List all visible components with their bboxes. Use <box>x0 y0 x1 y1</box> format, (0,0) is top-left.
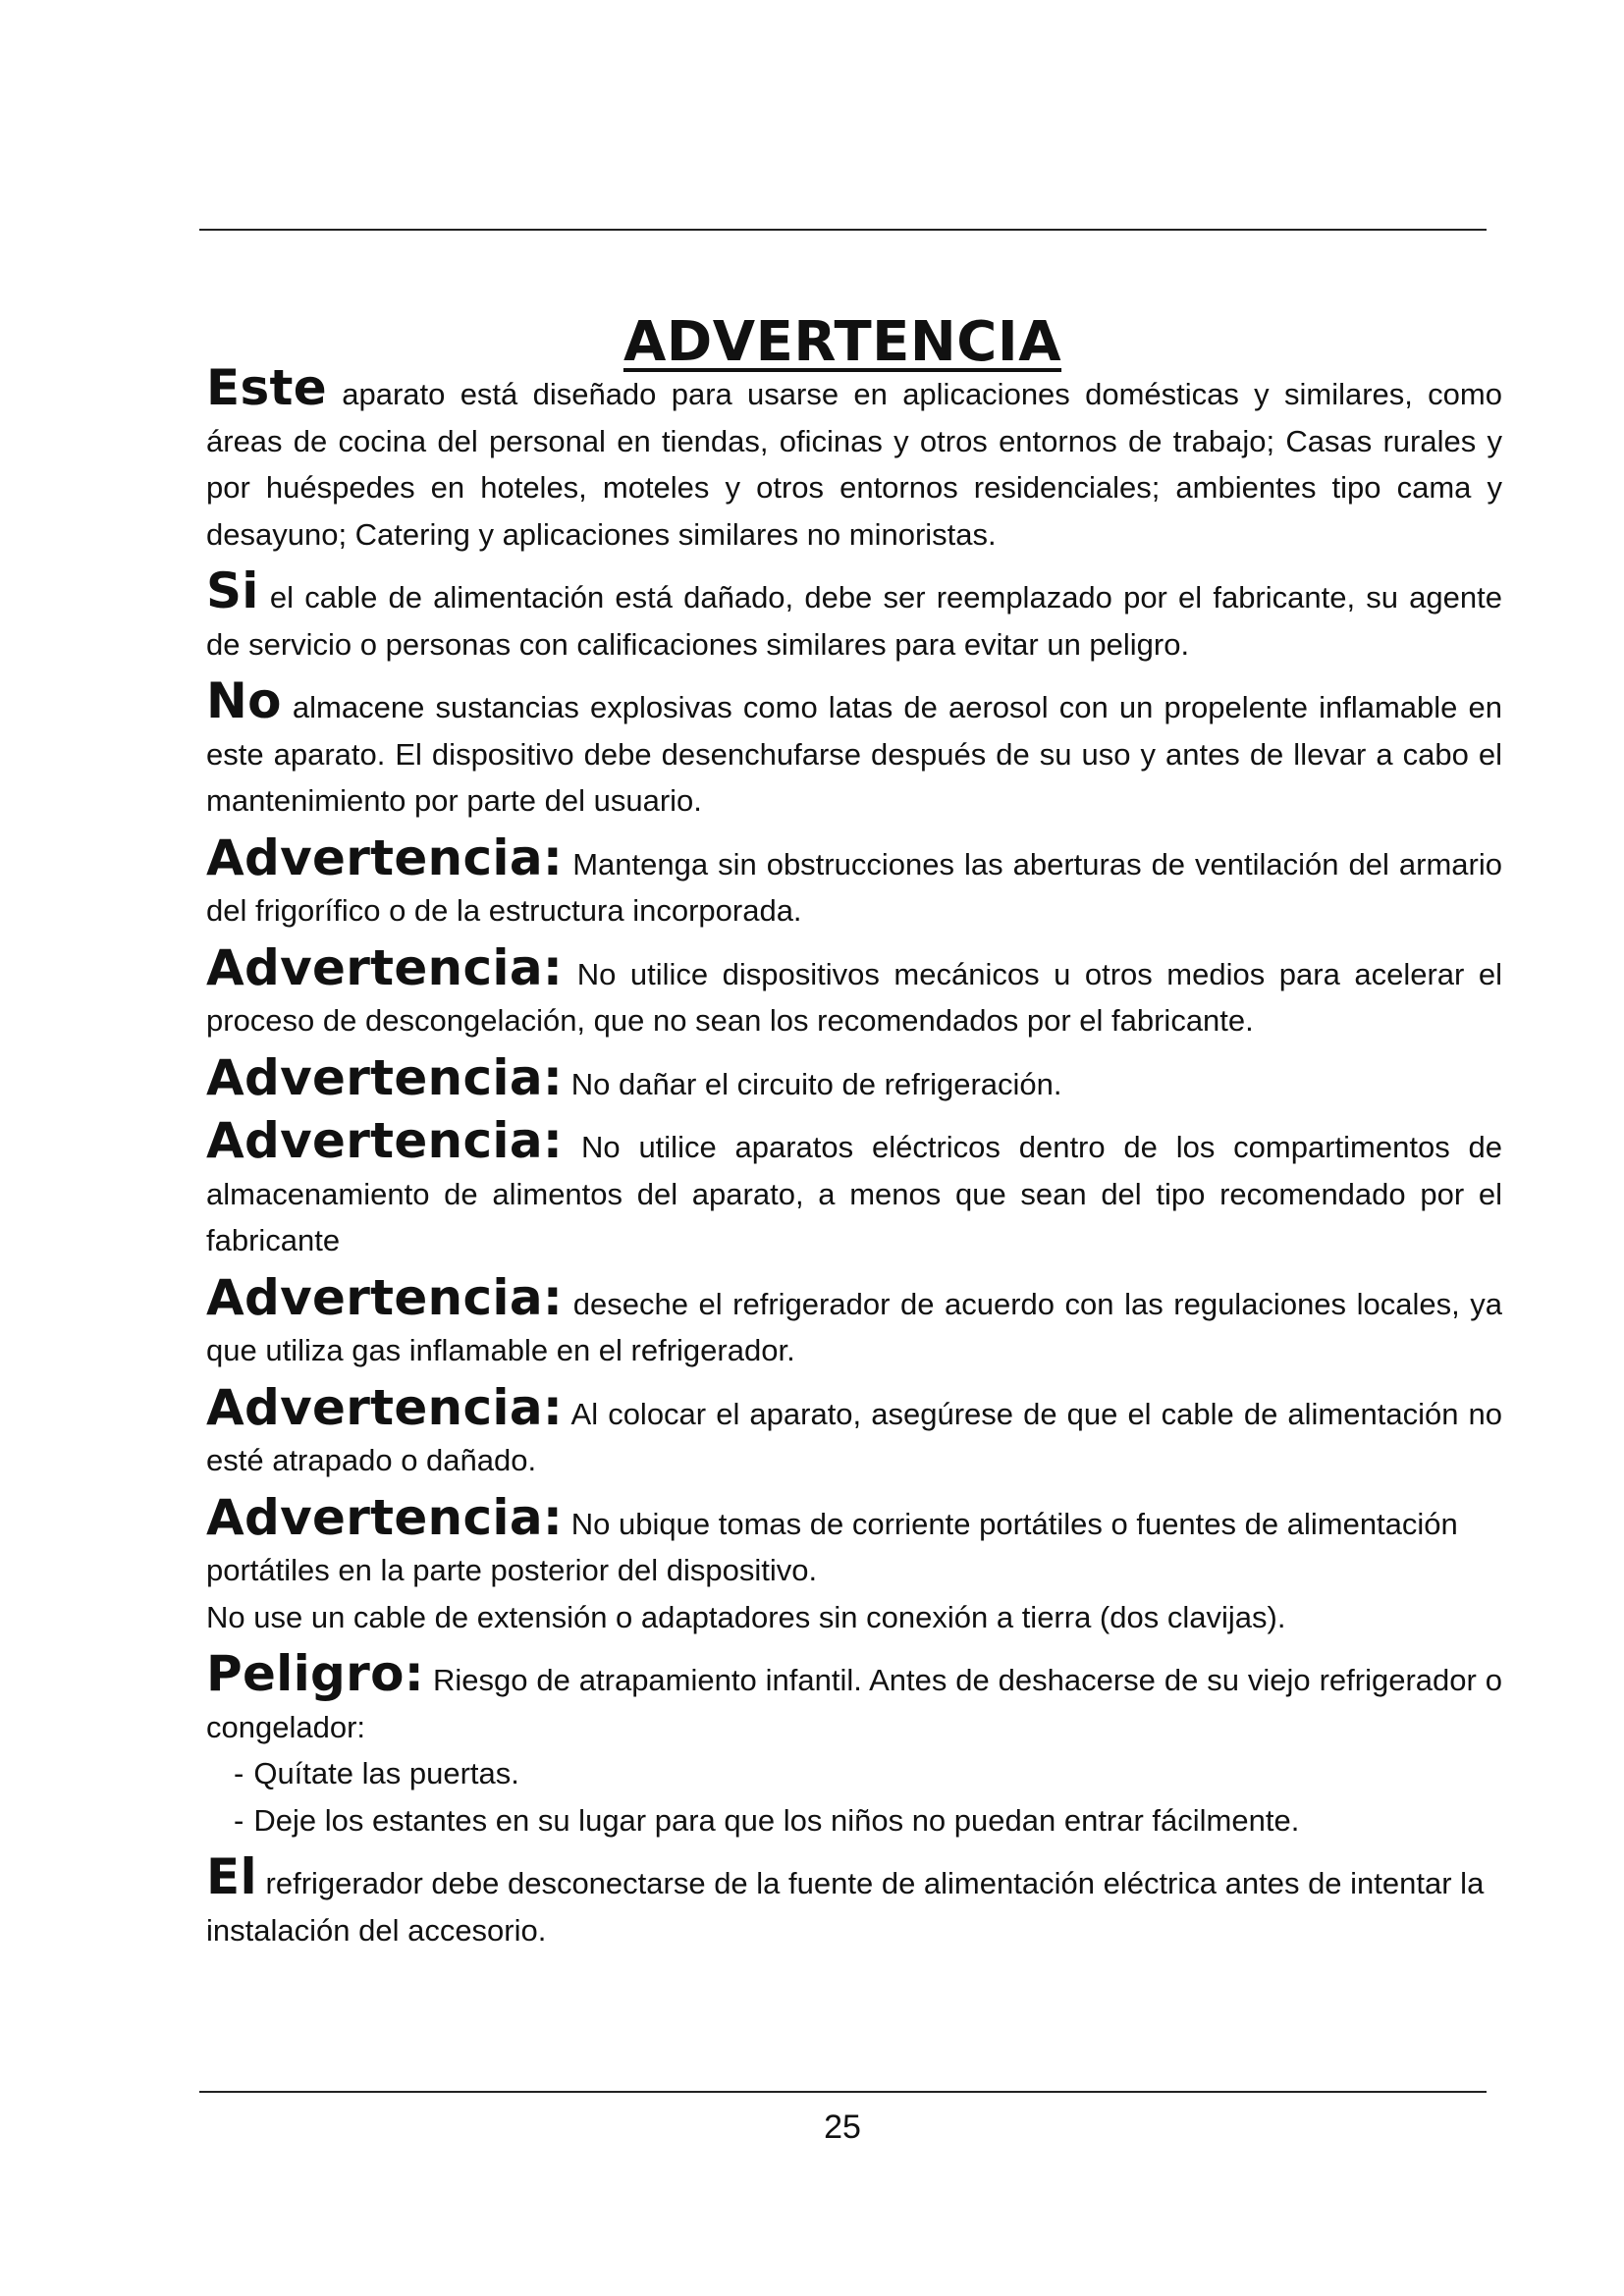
paragraph-text: refrigerador debe desconectarse de la fuente de alimentación eléctrica antes de intentar la instalación del accesorio. <box>206 1866 1485 1948</box>
paragraph-lead: Este <box>206 359 327 416</box>
paragraph-accessory-installation <box>206 1848 1502 1953</box>
paragraph-extra-line: No use un cable de extensión o adaptadores sin conexión a tierra (dos clavijas). <box>206 1599 1286 1634</box>
paragraph-disposal <box>206 1268 1502 1374</box>
paragraph-lead: Peligro: <box>206 1645 425 1702</box>
paragraph-text: No ubique tomas de corriente portátiles o fuentes de alimentación portátiles en la parte posterior del dispositivo. <box>206 1506 1458 1587</box>
paragraph-explosives <box>206 672 1502 825</box>
page-title: ADVERTENCIA <box>623 309 1062 374</box>
paragraph-text: el cable de alimentación está dañado, debe ser reemplazado por el fabricante, su agente de servicio o personas con calificaciones similares para evitar un peligro. <box>206 580 1502 662</box>
top-divider <box>199 229 1487 231</box>
paragraph-lead: Si <box>206 562 259 619</box>
bullet-text: Quítate las puertas. <box>253 1756 519 1790</box>
bullet-list <box>206 1750 1502 1843</box>
paragraph-lead: Advertencia: <box>206 828 564 886</box>
list-item <box>234 1750 1502 1797</box>
paragraph-lead: Advertencia: <box>206 1378 564 1436</box>
paragraph-child-danger <box>206 1645 1502 1843</box>
paragraph-text: Mantenga sin obstrucciones las aberturas de ventilación del armario del frigorífico o de la estructura incorporada. <box>206 846 1502 928</box>
paragraph-placement <box>206 1378 1502 1484</box>
paragraph-text: No utilice dispositivos mecánicos u otros medios para acelerar el proceso de descongelación, que no sean los recomendados por el fabricante. <box>206 956 1502 1038</box>
paragraph-lead: Advertencia: <box>206 1268 564 1326</box>
paragraph-text: deseche el refrigerador de acuerdo con las regulaciones locales, ya que utiliza gas inflamable en el refrigerador. <box>206 1286 1502 1367</box>
paragraph-electrical-appliances <box>206 1112 1502 1264</box>
paragraph-power-outlets <box>206 1488 1502 1641</box>
paragraph-lead: Advertencia: <box>206 1488 564 1546</box>
bullet-dash: - <box>234 1802 244 1838</box>
paragraph-lead: Advertencia: <box>206 1112 564 1169</box>
bullet-text: Deje los estantes en su lugar para que los niños no puedan entrar fácilmente. <box>253 1802 1300 1838</box>
paragraph-text: Al colocar el aparato, asegúrese de que el cable de alimentación no esté atrapado o dañado. <box>206 1396 1502 1477</box>
list-item <box>234 1797 1502 1844</box>
paragraph-text: No dañar el circuito de refrigeración. <box>570 1066 1062 1101</box>
bullet-dash: - <box>234 1756 244 1790</box>
paragraph-lead: El <box>206 1848 257 1905</box>
paragraph-text: aparato está diseñado para usarse en aplicaciones domésticas y similares, como áreas de cocina del personal en tiendas, oficinas y otros entornos de trabajo; Casas rurales y por huéspedes en hoteles, moteles y otros entornos residenciales; ambientes tipo cama y desayuno; Catering y aplicaciones similares no minoristas. <box>206 377 1502 552</box>
paragraph-refrigerant-circuit <box>206 1048 1502 1108</box>
paragraph-text: Riesgo de atrapamiento infantil. Antes de deshacerse de su viejo refrigerador o congelador: <box>206 1663 1502 1744</box>
paragraph-lead: No <box>206 672 282 729</box>
paragraph-lead: Advertencia: <box>206 938 564 996</box>
bottom-divider <box>199 2091 1487 2093</box>
paragraph-ventilation <box>206 828 1502 934</box>
paragraph-power-cable <box>206 562 1502 667</box>
paragraph-defrost <box>206 938 1502 1044</box>
paragraph-text: almacene sustancias explosivas como latas de aerosol con un propelente inflamable en este aparato. El dispositivo debe desenchufarse después de su uso y antes de llevar a cabo el mantenimiento por parte del usuario. <box>206 690 1502 818</box>
page-number: 25 <box>824 2109 861 2146</box>
paragraph-lead: Advertencia: <box>206 1048 564 1106</box>
paragraph-use <box>206 359 1502 558</box>
warnings-body <box>206 359 1502 1964</box>
paragraph-text: No utilice aparatos eléctricos dentro de los compartimentos de almacenamiento de alimentos del aparato, a menos que sean del tipo recomendado por el fabricante <box>206 1130 1502 1257</box>
